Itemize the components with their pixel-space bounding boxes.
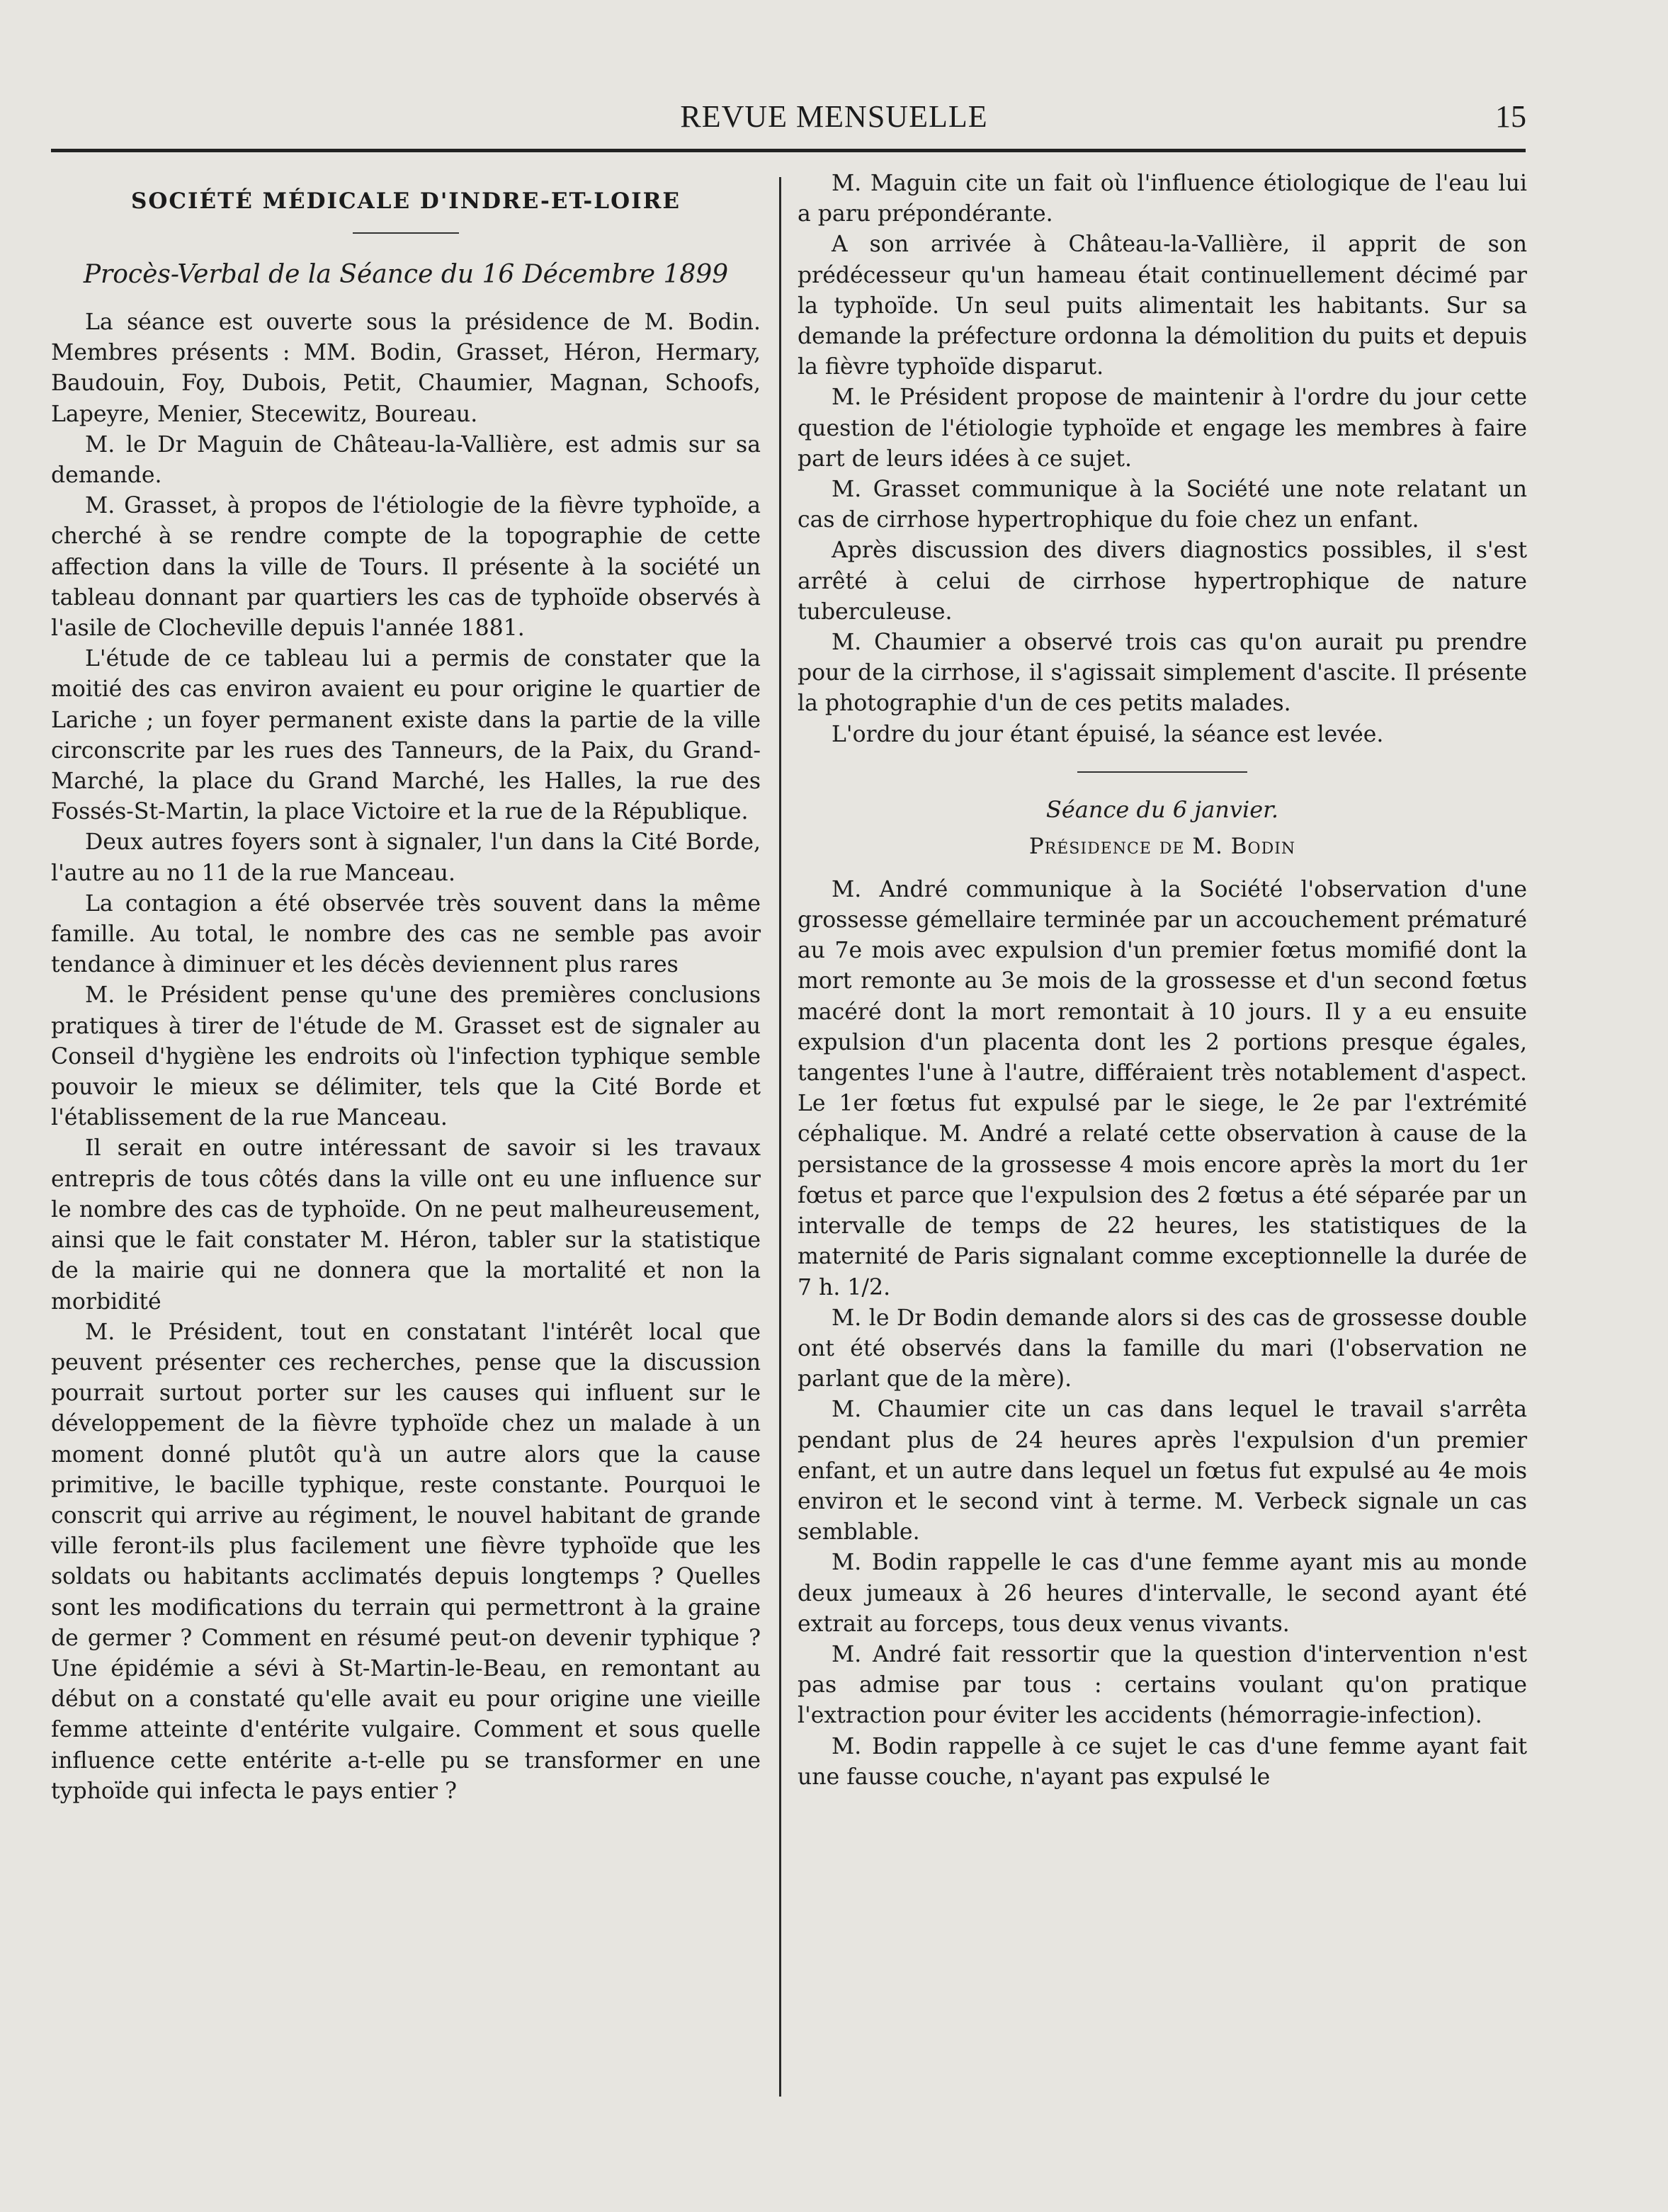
title-rule (353, 232, 459, 234)
page-number: 15 (1495, 99, 1526, 134)
paragraph: M. le Président pense qu'une des premières conclusions pratiques à tirer de l'étude de M. Grasset est de signaler au Conseil d'hygiène les endroits où l'infection typhique semble pouvoir le mieux se délimiter, tels que la Cité Borde et l'établissement de la rue Manceau. (51, 982, 761, 1131)
paragraph: A son arrivée à Château-la-Vallière, il apprit de son prédécesseur qu'un hameau était continuellement décimé par la typhoïde. Un seul puits alimentait les habitants. Sur sa demande la préfecture ordonna la démolition du puits et depuis la fièvre typhoïde disparut. (798, 232, 1527, 380)
paragraph: L'ordre du jour étant épuisé, la séance est levée. (832, 721, 1384, 747)
header-rule (51, 149, 1526, 152)
paragraph: L'étude de ce tableau lui a permis de constater que la moitié des cas environ avaient eu pour origine le quartier de Lariche ; un foyer permanent existe dans la partie de la ville circonscrite par les rues des Tanneurs, de la Paix, du Grand-Marché, la place du Grand Marché, les Halles, la rue des Fossés-St-Martin, la place Victoire et la rue de la République. (51, 646, 761, 825)
paragraph: M. le Président, tout en constatant l'intérêt local que peuvent présenter ces recherches, pense que la discussion pourrait surtout porter sur les causes qui influent sur le développement de la fièvre typhoïde chez un malade à un moment donné plutôt qu'à un autre alors que la cause primitive, le bacille typhique, reste constante. Pourquoi le conscrit qui arrive au régiment, le nouvel habitant de grande ville feront-ils plus facilement une fièvre typhoïde que les soldats ou habitants acclimatés depuis longtemps ? Quelles sont les modifications du terrain qui permettront à la graine de germer ? Comment en résumé peut-on devenir typhique ? Une épidémie a sévi à St-Martin-le-Beau, en remontant au début on a constaté qu'elle avait eu pour origine une vieille femme atteinte d'entérite vulgaire. Comment et sous quelle influence cette entérite a-t-elle pu se transformer en une typhoïde qui infecta le pays entier ? (51, 1319, 761, 1804)
paragraph: Après discussion des divers diagnostics possibles, il s'est arrêté à celui de cirrhose hypertrophique de nature tuberculeuse. (798, 538, 1527, 625)
paragraph: M. Chaumier a observé trois cas qu'on aurait pu prendre pour de la cirrhose, il s'agissait simplement d'ascite. Il présente la photographie d'un de ces petits malades. (798, 630, 1527, 717)
paragraph: M. Grasset communique à la Société une note relatant un cas de cirrhose hypertrophique du foie chez un enfant. (798, 477, 1527, 533)
paragraph: M. Maguin cite un fait où l'influence étiologique de l'eau lui a paru prépondérante. (798, 171, 1527, 227)
column-divider (779, 177, 781, 2097)
paragraph: M. le Dr Bodin demande alors si des cas de grossesse double ont été observés dans la famille du mari (l'observation ne parlant que de la mère). (798, 1305, 1527, 1393)
paragraph: La séance est ouverte sous la présidence de M. Bodin. Membres présents : MM. Bodin, Grasset, Héron, Hermary, Baudouin, Foy, Dubois, Petit, Chaumier, Magnan, Schoofs, Lapeyre, Menier, Stecewitz, Boureau. (51, 310, 761, 427)
paragraph: Deux autres foyers sont à signaler, l'un dans la Cité Borde, l'autre au no 11 de la rue Manceau. (51, 829, 761, 886)
paragraph: M. André fait ressortir que la question d'intervention n'est pas admise par tous : certains voulant qu'on pratique l'extraction pour éviter les accidents (hémorragie-infection). (798, 1641, 1527, 1729)
running-title: REVUE MENSUELLE (680, 99, 988, 134)
paragraph: M. Grasset, à propos de l'étiologie de la fièvre typhoïde, a cherché à se rendre compte de la topographie de cette affection dans la ville de Tours. Il présente à la société un tableau donnant par quartiers les cas de typhoïde observés à l'asile de Clocheville depuis l'année 1881. (51, 493, 761, 642)
paragraph: M. André communique à la Société l'observation d'une grossesse gémellaire terminée par un accouchement prématuré au 7e mois avec expulsion d'un premier fœtus momifié dont la mort remonte au 3e mois de la grossesse et d'un second fœtus macéré dont la mort remontait à 10 jours. Il y a eu ensuite expulsion d'un placenta dont les 2 portions presque égales, tangentes l'une à l'autre, différaient très notablement d'aspect. Le 1er fœtus fut expulsé par le siege, le 2e par l'extrémité céphalique. M. André a relaté cette observation à cause de la persistance de la grossesse 4 mois encore après la mort du 1er fœtus et parce que l'expulsion des 2 fœtus a été séparée par un intervalle de temps de 22 heures, les statistiques de la maternité de Paris signalant comme exceptionnelle la durée de 7 h. 1/2. (798, 876, 1527, 1300)
left-column (51, 169, 761, 1807)
presidence-line: Présidence de M. Bodin (1028, 833, 1296, 859)
paragraph: M. Bodin rappelle le cas d'une femme ayant mis au monde deux jumeaux à 26 heures d'intervalle, le second ayant été extrait au forceps, tous deux venus vivants. (798, 1550, 1527, 1637)
paragraph: M. le Dr Maguin de Château-la-Vallière, est admis sur sa demande. (51, 431, 761, 489)
right-column (798, 169, 1527, 1793)
paragraph: M. Bodin rappelle à ce sujet le cas d'une femme ayant fait une fausse couche, n'ayant pas expulsé le (798, 1733, 1527, 1790)
proces-verbal-subtitle: Procès-Verbal de la Séance du 16 Décembre 1899 (83, 260, 729, 289)
paragraph: Il serait en outre intéressant de savoir si les travaux entrepris de tous côtés dans la ville ont eu une influence sur le nombre des cas de typhoïde. On ne peut malheureusement, ainsi que le fait constater M. Héron, tabler sur la statistique de la mairie qui ne donnera que la mortalité et non la morbidité (51, 1135, 761, 1315)
paragraph: M. le Président propose de maintenir à l'ordre du jour cette question de l'étiologie typhoïde et engage les membres à faire part de leurs idées à ce sujet. (798, 385, 1527, 472)
section-rule (1077, 771, 1247, 773)
paragraph: La contagion a été observée très souvent dans la même famille. Au total, le nombre des cas ne semble pas avoir tendance à diminuer et les décès deviennent plus rares (51, 890, 761, 978)
seance-title: Séance du 6 janvier. (1045, 795, 1279, 823)
paragraph: M. Chaumier cite un cas dans lequel le travail s'arrêta pendant plus de 24 heures après l'expulsion d'un premier enfant, et un autre dans lequel un fœtus fut expulsé au 4e mois environ et le second vint à terme. M. Verbeck signale un cas semblable. (798, 1397, 1527, 1545)
section-title: SOCIÉTÉ MÉDICALE D'INDRE-ET-LOIRE (130, 188, 681, 214)
